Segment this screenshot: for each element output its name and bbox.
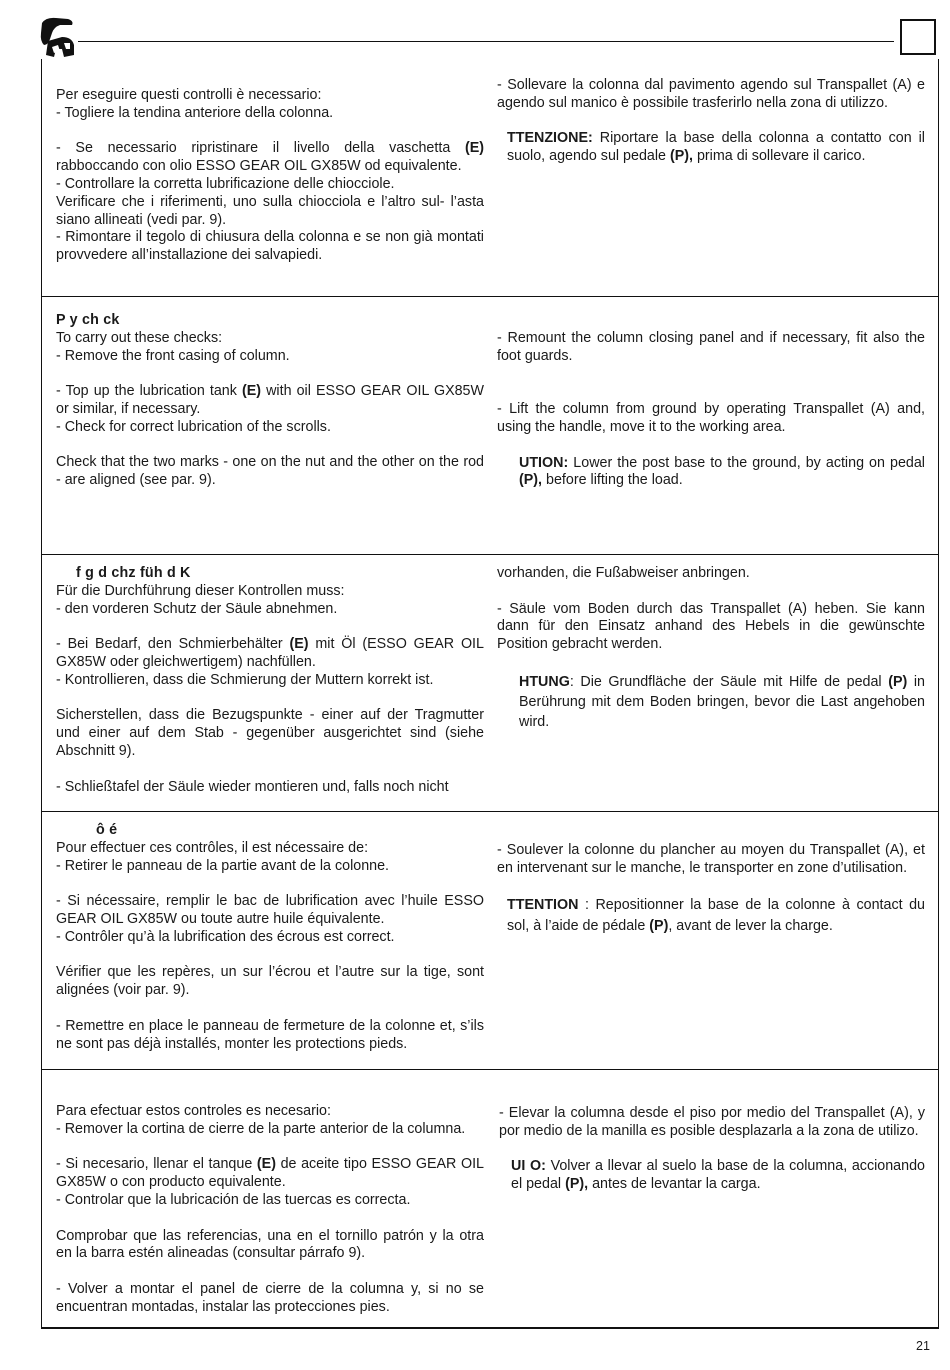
content-frame bbox=[41, 59, 939, 1329]
page-number: 21 bbox=[916, 1339, 930, 1353]
section-spanish bbox=[42, 1069, 938, 1329]
section-english bbox=[42, 296, 938, 554]
english-warning: UTION: Lower the post base to the ground, by acting on pedal (P), before lifting the load. bbox=[519, 454, 925, 489]
section-french bbox=[42, 811, 938, 1069]
german-footguard-continuation: vorhanden, die Fußabweiser anbringen. bbox=[497, 565, 750, 581]
warning-label: UTION: bbox=[519, 454, 569, 471]
spanish-right-column bbox=[499, 1105, 925, 1194]
italian-lift-instruction: - Sollevare la colonna dal pavimento agendo sul Transpallet (A) e agendo sul manico è possibile trasferirlo nella zona di utilizzo. bbox=[497, 77, 925, 111]
german-lift-instruction: - Säule vom Boden durch das Transpallet (A) heben. Sie kann dann für den Einsatz anhand des Hebels in die gewünschte Position gebracht werden. bbox=[497, 600, 925, 653]
italian-step-1: - Togliere la tendina anteriore della colonna. bbox=[56, 104, 334, 121]
spanish-lift-instruction: - Elevar la columna desde el piso por medio del Transpallet (A), y por medio de la manilla es posible desplazarla a la zona de utilizo. bbox=[499, 1105, 925, 1139]
english-intro: To carry out these checks: bbox=[56, 329, 223, 346]
warning-label: UI O: bbox=[511, 1158, 546, 1175]
italian-warning: TTENZIONE: Riportare la base della colonna a contatto con il suolo, agendo sul pedale (P), prima di sollevare il carico. bbox=[507, 130, 925, 165]
warning-label: HTUNG bbox=[519, 673, 570, 690]
german-intro: Für die Durchführung dieser Kontrollen muss: bbox=[56, 582, 345, 599]
french-warning: TTENTION : Repositionner la base de la colonne à contact du sol, à l’aide de pédale (P), avant de lever la charge. bbox=[507, 897, 925, 935]
german-step-2: - Bei Bedarf, den Schmierbehälter (E) mit Öl (ESSO GEAR OIL GX85W oder gleichwertigem) nachfüllen. bbox=[56, 636, 484, 670]
english-right-column bbox=[497, 330, 925, 490]
spanish-intro: Para efectuar estos controles es necesario: bbox=[56, 1103, 331, 1119]
italian-step-3: - Controllare la corretta lubrificazione delle chiocciole. bbox=[56, 175, 395, 192]
spanish-warning: UI O: Volver a llevar al suelo la base de la columna, accionando el pedal (P), antes de levantar la carga. bbox=[511, 1158, 925, 1193]
german-heading: f g d chz füh d K bbox=[76, 565, 191, 581]
english-heading: P y ch ck bbox=[56, 312, 120, 328]
english-step-3: - Check for correct lubrication of the scrolls. bbox=[56, 418, 331, 435]
italian-left-column bbox=[56, 87, 484, 265]
french-step-3: - Contrôler qu’à la lubrification des écrous est correct. bbox=[56, 928, 395, 945]
section-german bbox=[42, 554, 938, 811]
french-step-4: Vérifier que les repères, un sur l’écrou et l’autre sur la tige, sont alignées (voir par. 9). bbox=[56, 964, 484, 999]
spanish-left-column bbox=[56, 1103, 484, 1317]
german-step-4: Sicherstellen, dass die Bezugspunkte - einer auf der Tragmutter und einer auf dem Stab - gegenüber ausgerichtet sind (siehe Abschnitt 9). bbox=[56, 707, 484, 759]
german-right-column bbox=[497, 565, 925, 732]
brand-logo-icon bbox=[38, 15, 78, 59]
french-left-column bbox=[56, 822, 484, 1053]
section-italian bbox=[42, 59, 938, 296]
german-step-3: - Kontrollieren, dass die Schmierung der Muttern korrekt ist. bbox=[56, 671, 434, 688]
italian-step-4: Verificare che i riferimenti, uno sulla chiocciola e l’altro sul- l’asta siano allineati (vedi par. 9). bbox=[56, 193, 484, 228]
french-step-2: - Si nécessaire, remplir le bac de lubrification avec l’huile ESSO GEAR OIL GX85W ou toute autre huile équivalente. bbox=[56, 893, 484, 927]
english-left-column bbox=[56, 312, 484, 490]
german-step-5: - Schließtafel der Säule wieder montieren und, falls noch nicht bbox=[56, 778, 449, 795]
italian-right-column bbox=[497, 77, 925, 166]
warning-label: TTENTION bbox=[507, 897, 579, 914]
french-heading: ô é bbox=[96, 822, 118, 838]
english-step-2: - Top up the lubrication tank (E) with oil ESSO GEAR OIL GX85W or similar, if necessary. bbox=[56, 383, 485, 417]
french-lift-instruction: - Soulever la colonne du plancher au moyen du Transpallet (A), et en intervenant sur le manche, le transporter en zone d’utilisation. bbox=[497, 842, 925, 876]
french-right-column bbox=[497, 842, 925, 937]
spanish-step-4: Comprobar que las referencias, una en el tornillo patrón y la otra en la barra estén alineadas (consultar párrafo 9). bbox=[56, 1227, 484, 1262]
italian-intro: Per eseguire questi controlli è necessario: bbox=[56, 87, 322, 103]
warning-label: TTENZIONE: bbox=[507, 130, 593, 147]
spanish-step-5: - Volver a montar el panel de cierre de la columna y, si no se encuentran montadas, instalar las protecciones pies. bbox=[56, 1280, 484, 1315]
header-rule bbox=[78, 41, 894, 42]
spanish-step-1: - Remover la cortina de cierre de la parte anterior de la columna. bbox=[56, 1120, 466, 1137]
italian-step-2: - Se necessario ripristinare il livello della vaschetta (E) rabboccando con olio ESSO GEAR OIL GX85W od equivalente. bbox=[56, 140, 484, 175]
english-remount-instruction: - Remount the column closing panel and if necessary, fit also the foot guards. bbox=[497, 330, 925, 364]
french-step-5: - Remettre en place le panneau de fermeture de la colonne et, s’ils ne sont pas déjà installés, monter les protections pieds. bbox=[56, 1017, 484, 1052]
german-step-1: - den vorderen Schutz der Säule abnehmen. bbox=[56, 600, 338, 617]
spanish-step-2: - Si necesario, llenar el tanque (E) de aceite tipo ESSO GEAR OIL GX85W o con producto equivalente. bbox=[56, 1156, 484, 1191]
spanish-step-3: - Controlar que la lubricación de las tuercas es correcta. bbox=[56, 1191, 411, 1208]
english-lift-instruction: - Lift the column from ground by operating Transpallet (A) and, using the handle, move it to the working area. bbox=[497, 401, 925, 435]
italian-step-5: - Rimontare il tegolo di chiusura della colonna e se non già montati provvedere all’installazione dei salvapiedi. bbox=[56, 229, 484, 264]
english-step-1: - Remove the front casing of column. bbox=[56, 347, 290, 364]
german-left-column bbox=[56, 565, 484, 796]
english-step-4: Check that the two marks - one on the nut and the other on the rod - are aligned (see par. 9). bbox=[56, 454, 484, 489]
german-warning: HTUNG: Die Grundfläche der Säule mit Hilfe de pedal (P) in Berührung mit dem Boden bringen, bevor die Last angehoben wird. bbox=[519, 673, 925, 730]
language-tab-box bbox=[900, 19, 936, 55]
french-intro: Pour effectuer ces contrôles, il est nécessaire de: bbox=[56, 839, 369, 856]
french-step-1: - Retirer le panneau de la partie avant de la colonne. bbox=[56, 857, 390, 874]
